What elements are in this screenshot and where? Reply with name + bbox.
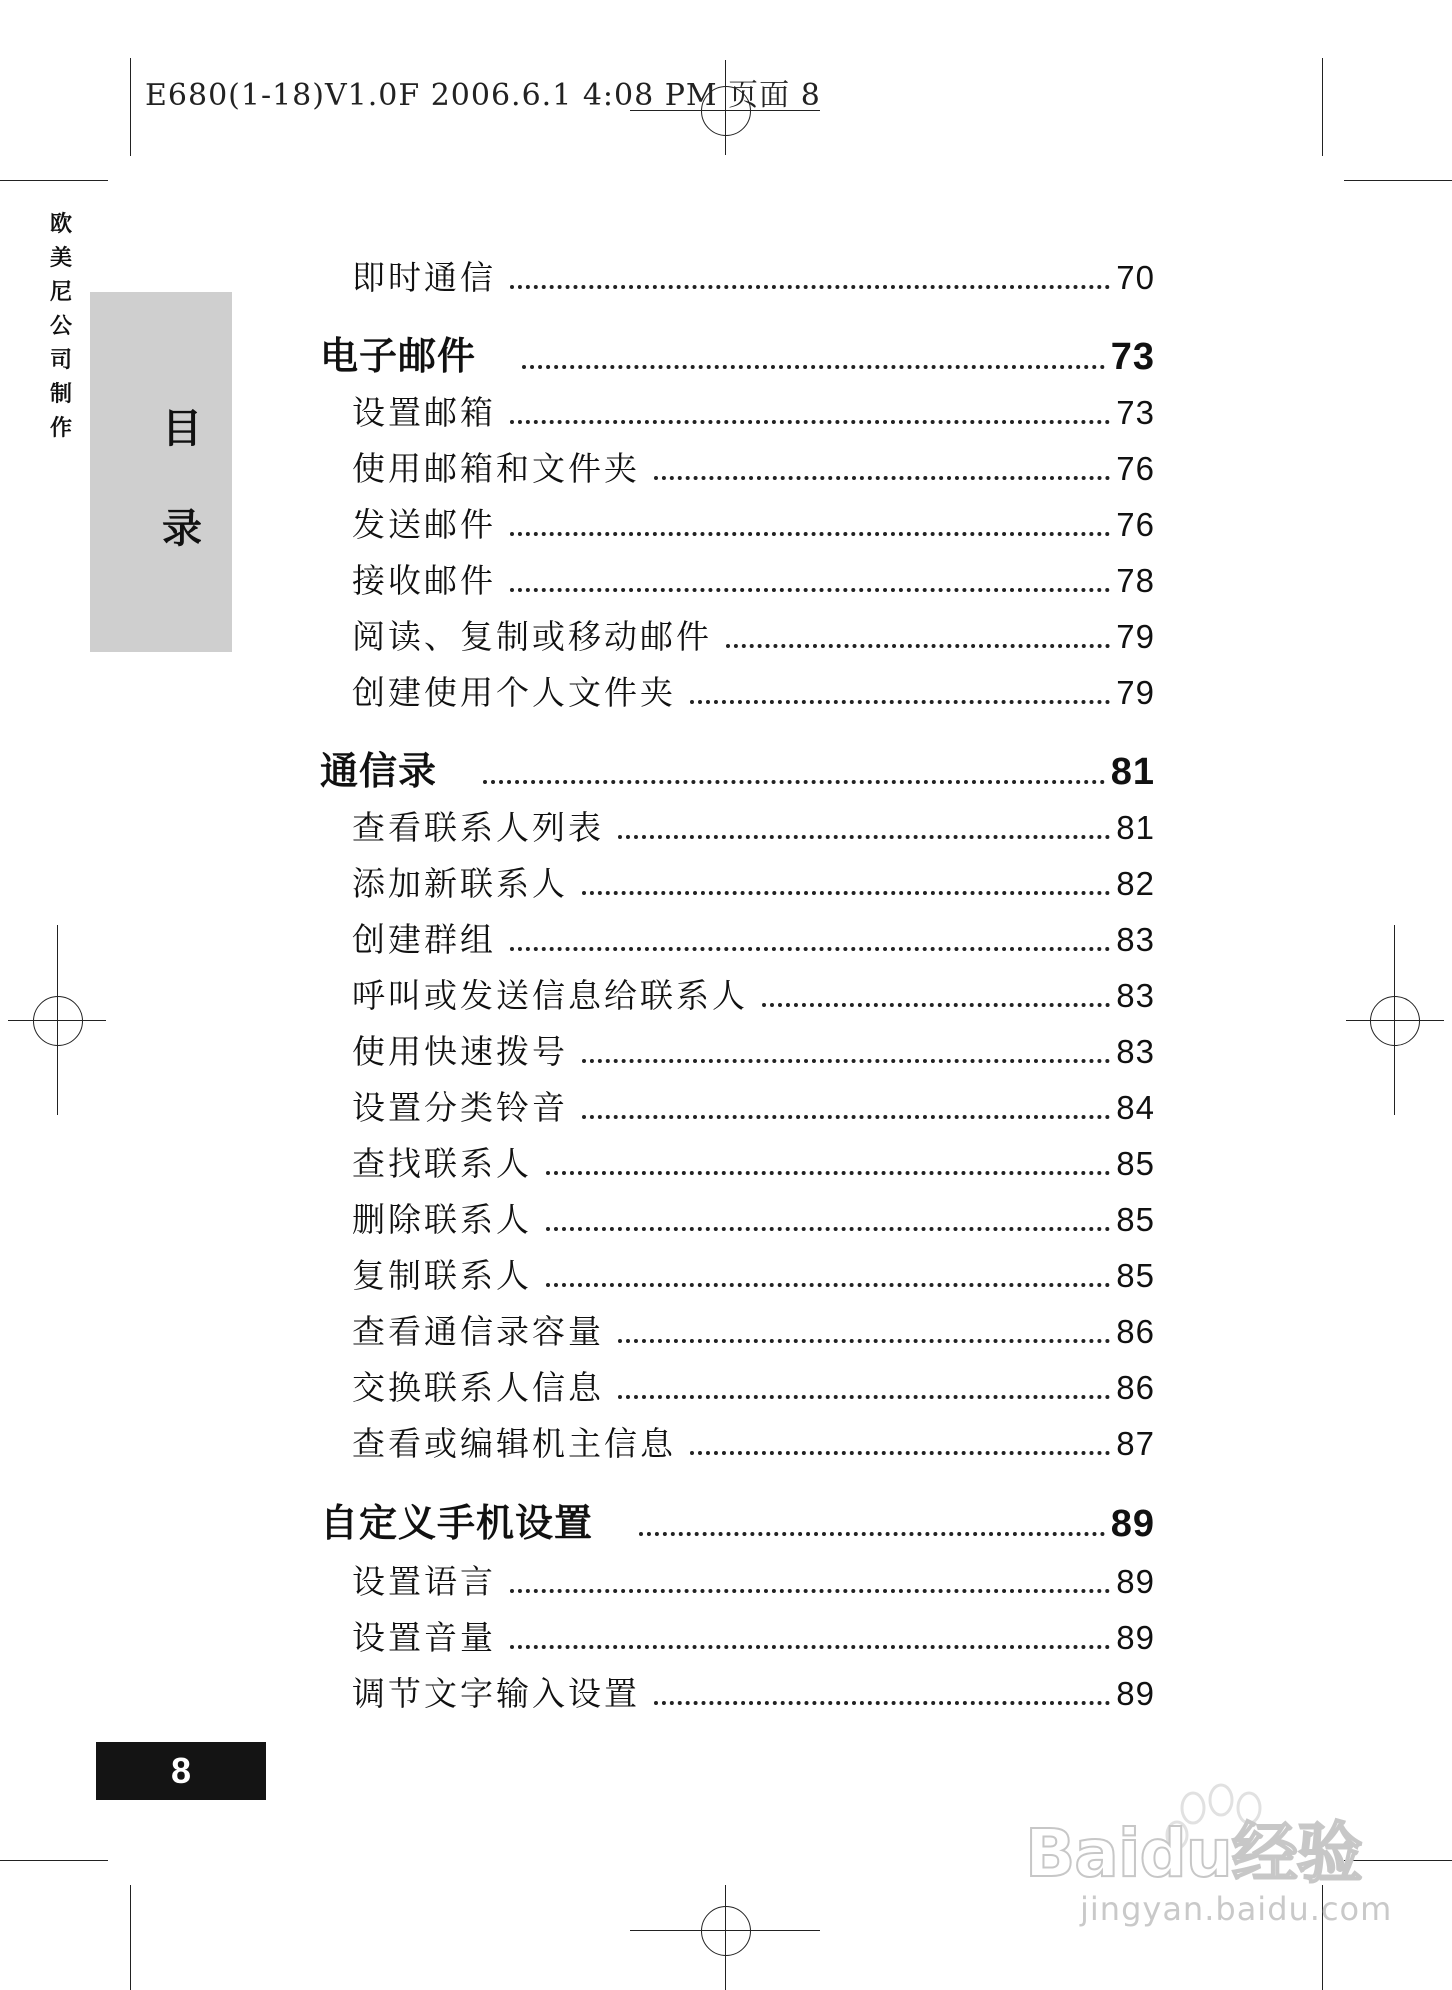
- section-tab-char: 录: [162, 506, 202, 552]
- dot-leader: [654, 476, 1110, 480]
- toc-entry-title: 添加新联系人: [352, 864, 568, 903]
- dot-leader: [510, 1589, 1110, 1593]
- toc-chapter-title: 自定义手机设置: [320, 1501, 594, 1545]
- toc-entry-title: 查看联系人列表: [352, 808, 604, 847]
- dot-leader: [546, 1283, 1110, 1287]
- toc-entry-page: 79: [1116, 674, 1155, 711]
- toc-entry: [352, 1138, 1155, 1185]
- toc-chapter: [320, 325, 1155, 380]
- dot-leader: [546, 1227, 1110, 1231]
- toc-entry: [352, 1026, 1155, 1073]
- side-credit-char: 司: [49, 348, 72, 373]
- toc-entry-title: 即时通信: [352, 258, 496, 297]
- toc-entry-page: 85: [1116, 1257, 1155, 1294]
- toc-entry: [352, 252, 1155, 299]
- side-credit-char: 作: [49, 416, 72, 441]
- toc-entry-title: 设置音量: [352, 1618, 496, 1657]
- dot-leader: [522, 365, 1105, 369]
- toc-entry-title: 创建群组: [352, 920, 496, 959]
- toc-entry: [352, 1306, 1155, 1353]
- toc-entry-title: 查看或编辑机主信息: [352, 1424, 676, 1463]
- registration-mark-icon: [1370, 996, 1420, 1046]
- toc-entry-title: 设置邮箱: [352, 393, 496, 432]
- toc-chapter-page: 73: [1110, 336, 1155, 378]
- dot-leader: [510, 532, 1110, 536]
- toc-entry-page: 89: [1116, 1675, 1155, 1712]
- toc-entry-title: 删除联系人: [352, 1200, 532, 1239]
- toc-entry: [352, 387, 1155, 434]
- dot-leader: [690, 700, 1110, 704]
- side-credit-char: 美: [49, 246, 72, 271]
- toc-chapter-page: 89: [1110, 1503, 1155, 1545]
- toc-entry: [352, 802, 1155, 849]
- print-slug-header: E680(1-18)V1.0F 2006.6.1 4:08 PM 页面 8: [145, 78, 821, 113]
- side-credit: [46, 208, 76, 446]
- crop-mark: [130, 1885, 131, 1990]
- toc-entry: [352, 443, 1155, 490]
- toc-chapter: [320, 740, 1155, 795]
- watermark-url: jingyan.baidu.com: [1080, 1890, 1393, 1928]
- dot-leader: [654, 1701, 1110, 1705]
- side-credit-char: 公: [49, 314, 72, 339]
- toc-entry-page: 89: [1116, 1619, 1155, 1656]
- toc-entry-page: 86: [1116, 1313, 1155, 1350]
- crop-mark: [1344, 180, 1452, 181]
- side-credit-char: 尼: [49, 280, 72, 305]
- toc-entry: [352, 611, 1155, 658]
- toc-chapter-title: 电子邮件: [320, 334, 477, 378]
- toc-entry-page: 82: [1116, 865, 1155, 902]
- toc-entry-page: 78: [1116, 562, 1155, 599]
- toc-entry-title: 复制联系人: [352, 1256, 532, 1295]
- dot-leader: [582, 891, 1110, 895]
- toc-entry: [352, 1194, 1155, 1241]
- page-number-badge: 8: [96, 1742, 266, 1800]
- toc-entry: [352, 1556, 1155, 1603]
- toc-entry-page: 83: [1116, 977, 1155, 1014]
- toc-entry-title: 使用快速拨号: [352, 1032, 568, 1071]
- toc-entry-page: 89: [1116, 1563, 1155, 1600]
- toc-entry: [352, 667, 1155, 714]
- registration-mark-icon: [33, 996, 83, 1046]
- dot-leader: [690, 1451, 1110, 1455]
- toc-entry: [352, 1418, 1155, 1465]
- toc-entry: [352, 555, 1155, 602]
- toc-entry-title: 调节文字输入设置: [352, 1674, 640, 1713]
- toc-entry: [352, 1612, 1155, 1659]
- dot-leader: [483, 780, 1105, 784]
- toc-entry-title: 设置语言: [352, 1562, 496, 1601]
- dot-leader: [726, 644, 1110, 648]
- toc-entry-title: 阅读、复制或移动邮件: [352, 617, 712, 656]
- dot-leader: [510, 947, 1110, 951]
- toc-entry-page: 76: [1116, 506, 1155, 543]
- dot-leader: [510, 285, 1110, 289]
- toc-entry-page: 73: [1116, 394, 1155, 431]
- toc-chapter-title: 通信录: [320, 749, 438, 793]
- toc-entry-page: 85: [1116, 1145, 1155, 1182]
- toc-entry: [352, 914, 1155, 961]
- crop-mark: [0, 1860, 108, 1861]
- toc-entry: [352, 1082, 1155, 1129]
- toc-entry: [352, 1250, 1155, 1297]
- crop-mark: [130, 58, 131, 156]
- toc-entry-title: 查看通信录容量: [352, 1312, 604, 1351]
- dot-leader: [618, 835, 1110, 839]
- toc-entry-title: 交换联系人信息: [352, 1368, 604, 1407]
- dot-leader: [546, 1171, 1110, 1175]
- dot-leader: [510, 1645, 1110, 1649]
- dot-leader: [762, 1003, 1110, 1007]
- dot-leader: [639, 1532, 1105, 1536]
- toc-entry: [352, 1668, 1155, 1715]
- toc-entry-page: 76: [1116, 450, 1155, 487]
- toc-entry-page: 83: [1116, 1033, 1155, 1070]
- toc-entry: [352, 970, 1155, 1017]
- toc-entry: [352, 858, 1155, 905]
- toc-entry-page: 81: [1116, 809, 1155, 846]
- toc-entry-title: 查找联系人: [352, 1144, 532, 1183]
- crop-mark: [0, 180, 108, 181]
- toc-entry-page: 83: [1116, 921, 1155, 958]
- toc-chapter: [320, 1492, 1155, 1547]
- dot-leader: [618, 1339, 1110, 1343]
- toc-entry-page: 84: [1116, 1089, 1155, 1126]
- watermark-brand: Baidu经验: [1025, 1815, 1362, 1892]
- toc-entry-page: 79: [1116, 618, 1155, 655]
- registration-mark-icon: [701, 1906, 751, 1956]
- toc-entry-page: 86: [1116, 1369, 1155, 1406]
- toc-entry-page: 87: [1116, 1425, 1155, 1462]
- toc-entry: [352, 1362, 1155, 1409]
- dot-leader: [510, 588, 1110, 592]
- toc-chapter-page: 81: [1110, 751, 1155, 793]
- section-tab-char: 目: [162, 406, 202, 452]
- toc-entry-title: 发送邮件: [352, 505, 496, 544]
- toc-entry-title: 接收邮件: [352, 561, 496, 600]
- toc-entry-title: 设置分类铃音: [352, 1088, 568, 1127]
- side-credit-char: 欧: [49, 212, 72, 237]
- section-tab: [90, 292, 232, 652]
- dot-leader: [582, 1115, 1110, 1119]
- dot-leader: [618, 1395, 1110, 1399]
- dot-leader: [510, 420, 1110, 424]
- side-credit-char: 制: [49, 382, 72, 407]
- toc-entry-title: 呼叫或发送信息给联系人: [352, 976, 748, 1015]
- toc-entry-title: 使用邮箱和文件夹: [352, 449, 640, 488]
- toc-entry-title: 创建使用个人文件夹: [352, 673, 676, 712]
- crop-mark: [1322, 58, 1323, 156]
- toc-entry: [352, 499, 1155, 546]
- toc-entry-page: 70: [1116, 259, 1155, 296]
- toc-entry-page: 85: [1116, 1201, 1155, 1238]
- dot-leader: [582, 1059, 1110, 1063]
